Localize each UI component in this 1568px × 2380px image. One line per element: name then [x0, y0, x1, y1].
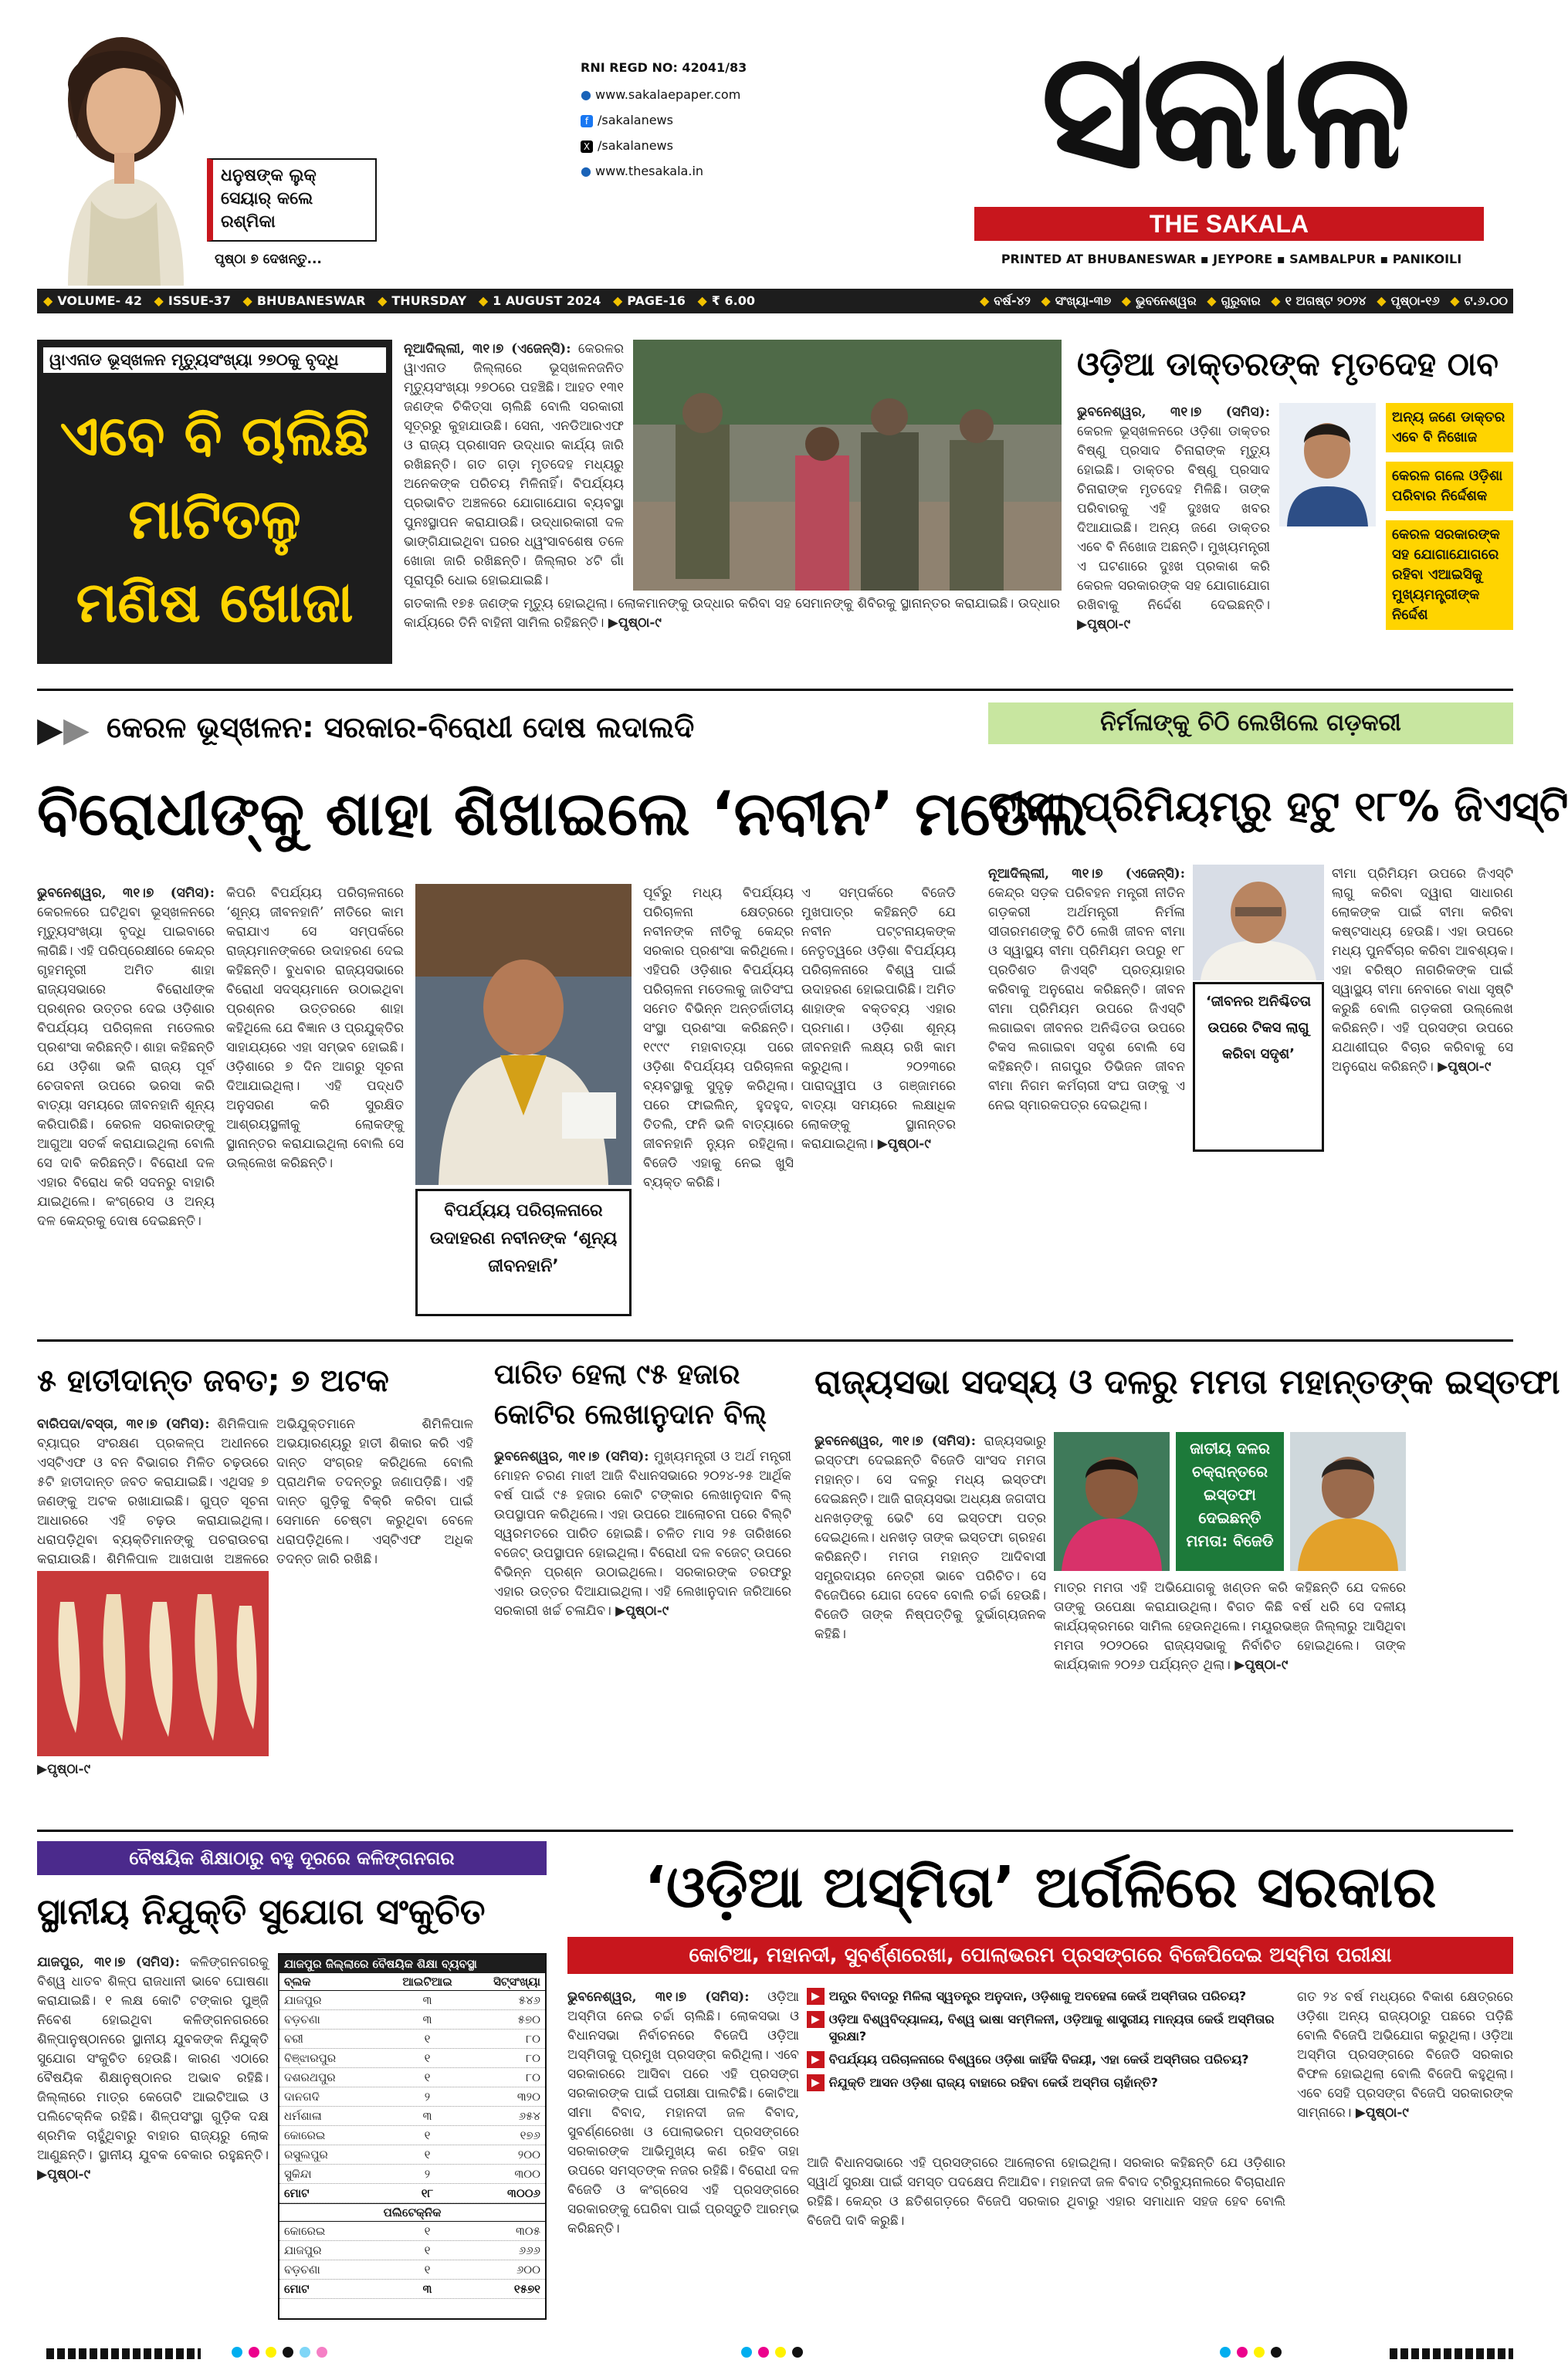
table-cell-seats: ୩୦୦ — [514, 2167, 540, 2181]
asmita-right: ଗତ ୨୪ ବର୍ଷ ମଧ୍ୟରେ ବିକାଶ କ୍ଷେତ୍ରରେ ଓଡ଼ିଶା ଅନ୍ୟ ରାଜ୍ୟଠାରୁ ପଛରେ ପଡ଼ିଛି ବୋଲି ବିଜେପି ଅଭିଯୋଗ କରୁଥିଲା। ଓଡ଼ିଆ ଅସ୍ମିତା ପ୍ରସଙ୍ଗରେ ବିଜେଡି ସରକାର ବିଫଳ ହୋଇଥିଲା ବୋଲି ବିଜେପି କହୁଥିଲା। ଏବେ ସେହି ପ୍ରସଙ୍ଗ ବିଜେପି ସରକାରଙ୍କ ସାମ୍ନାରେ। ▶ପୃଷ୍ଠା-୯ — [1297, 1989, 1513, 2121]
budget-body: ଭୁବନେଶ୍ୱର, ୩୧।୭ (ସମିସ): ମୁଖ୍ୟମନ୍ତ୍ରୀ ଓ ଅର୍ଥ ମନ୍ତ୍ରୀ ମୋହନ ଚରଣ ମାଝୀ ଆଜି ବିଧାନସଭାରେ ୨୦୨୪-୨୫ ଆର୍ଥିକ ବର୍ଷ ପାଇଁ ୯୫ ହଜାର କୋଟି ଟଙ୍କାର ଲେଖାନୁଦାନ ବିଲ୍ ଉପସ୍ଥାପନ କରିଥିଲେ। ଏହା ଉପରେ ଆଲୋଚନା ପରେ ବିଲ୍‌ଟି ସ୍ୱରମତରେ ପାରିତ ହୋଇଛି। ଚଳିତ ମାସ ୨୫ ତାରିଖରେ ବଜେଟ୍ ଉପସ୍ଥାପନ ହୋଇଥିଲା। ବିରୋଧୀ ଦଳ ବଜେଟ୍ ଉପରେ ବିଭିନ୍ନ ପ୍ରଶ୍ନ ଉଠାଇଥିଲେ। ସରକାରଙ୍କ ତରଫରୁ ଏହାର ଉତ୍ତର ଦିଆଯାଇଥିଲା। ଏହି ଲେଖାନୁଦାନ ଜରିଆରେ ସରକାରୀ ଖର୍ଚ୍ଚ ଚଳାଯିବ। ▶ପୃଷ୍ଠା-୯ — [494, 1449, 791, 1619]
story-kalinga[interactable] — [37, 1841, 547, 2320]
doctor-callout-1: ଅନ୍ୟ ଜଣେ ଡାକ୍ତର ଏବେ ବି ନିଖୋଜ — [1386, 403, 1513, 452]
table-row — [279, 2280, 545, 2299]
wayanad-body-bottom: ଗତକାଲି ୧୭୫ ଜଣଙ୍କ ମୃତ୍ୟୁ ହୋଇଥିଲା। ଲୋକମାନଙ୍କୁ ଉଦ୍ଧାର କରିବା ସହ ସେମାନଙ୍କୁ ଶିବିରକୁ ସ୍ଥାନାନ୍ତର କରାଯାଇଛି। ଉଦ୍ଧାର କାର୍ଯ୍ୟରେ ତିନି ବାହିନୀ ସାମିଲ ରହିଛନ୍ତି। ▶ପୃଷ୍ଠା-୯ — [404, 596, 1060, 631]
table-cell-block: ମୋଟ — [284, 2282, 310, 2296]
table-cell-count: ୧ — [424, 2070, 431, 2084]
doctor-callout-3: କେରଳ ସରକାରଙ୍କ ସହ ଯୋଗାଯୋଗରେ ରହିବା ଏଆଇସିକୁ ମୁଖ୍ୟମନ୍ତ୍ରୀଙ୍କ ନିର୍ଦ୍ଦେଶ — [1386, 520, 1513, 630]
logo-english: THE SAKALA — [1149, 210, 1309, 238]
table-row — [279, 2068, 545, 2087]
table-cell-count: ୧ — [424, 2051, 431, 2065]
shah-photo — [415, 884, 632, 1185]
city: ◆ BHUBANESWAR — [243, 293, 366, 308]
wayanad-body — [404, 340, 624, 591]
globe-icon: ● — [581, 87, 596, 102]
doctor-callout-2: କେରଳ ଗଲେ ଓଡ଼ିଶା ପରିବାର ନିର୍ଦ୍ଦେଶକ — [1386, 462, 1513, 511]
table-cell-seats: ୮୦ — [526, 2051, 540, 2065]
weekday: ◆ THURSDAY — [378, 293, 466, 308]
table-cell-seats: ୩୦୫ — [515, 2224, 540, 2238]
shah-portrait — [415, 884, 632, 1185]
doctor-dateline: ଭୁବନେଶ୍ୱର, ୩୧।୭ (ସମିସ): — [1077, 405, 1270, 420]
issue-odia: ◆ ସଂଖ୍ୟା-୩୭ — [1041, 293, 1111, 308]
table-cell-count: ୨ — [424, 2167, 431, 2181]
gadkari-portrait — [1193, 865, 1324, 980]
table-cell-block: ଦାନଗଦି — [284, 2090, 320, 2104]
wayanad-panel — [37, 340, 392, 664]
kalinga-kicker: ବୈଷୟିକ ଶିକ୍ଷାଠାରୁ ବହୁ ଦୂରରେ କଳିଙ୍ଗନଗର — [37, 1841, 547, 1875]
mamata-portrait — [1054, 1432, 1170, 1571]
table-row — [279, 2030, 545, 2049]
rni-number: RNI REGD NO: 42041/83 — [581, 60, 747, 75]
doctor-body: ଭୁବନେଶ୍ୱର, ୩୧।୭ (ସମିସ): କେରଳ ଭୂସ୍ଖଳନରେ ଓଡ଼ିଶା ଡାକ୍ତର ବିଷ୍ଣୁ ପ୍ରସାଦ ଚିନାରାଙ୍କ ମୃତ୍ୟୁ ହୋଇଛି। ଡାକ୍ତର ବିଷ୍ଣୁ ପ୍ରସାଦ ଚିନାରାଙ୍କ ମୃତଦେହ ମିଳିଛି। ତାଙ୍କ ପରିବାରକୁ ଏହି ଦୁଃଖଦ ଖବର ଦିଆଯାଇଛି। ଅନ୍ୟ ଜଣେ ଡାକ୍ତର ଏବେ ବି ନିଖୋଜ ଅଛନ୍ତି। ମୁଖ୍ୟମନ୍ତ୍ରୀ ଏ ଘଟଣାରେ ଦୁଃଖ ପ୍ରକାଶ କରି କେରଳ ସରକାରଙ୍କ ସହ ଯୋଗାଯୋଗ ରଖିବାକୁ ନିର୍ଦ୍ଦେଶ ଦେଇଛନ୍ତି। ▶ପୃଷ୍ଠା-୯ — [1077, 405, 1270, 632]
gadkari-continued[interactable]: ▶ପୃଷ୍ଠା-୯ — [1438, 1059, 1492, 1075]
kalinga-table — [278, 1953, 547, 2320]
ivory-dateline: ବାରିପଦା/ବସ୍ତା, ୩୧।୭ (ସମିସ): — [37, 1417, 210, 1432]
gadkari-photo — [1193, 865, 1324, 980]
wayanad-dateline: ନୂଆଦିଲ୍ଲୀ, ୩୧।୭ (ଏଜେନ୍ସି): — [404, 341, 571, 357]
table-row — [279, 2010, 545, 2030]
table-row — [279, 2165, 545, 2184]
weekday-odia: ◆ ଗୁରୁବାର — [1207, 293, 1260, 308]
table-cell-seats: ୫୭୦ — [517, 2013, 540, 2026]
doctor-headline: ଓଡ଼ିଆ ଡାକ୍ତରଙ୍କ ମୃତଦେହ ଠାବ — [1077, 345, 1499, 383]
table-cell-count: ୨ — [424, 2090, 431, 2104]
price: ◆ ₹ 6.00 — [697, 293, 755, 308]
mamata-photo-2 — [1290, 1432, 1406, 1571]
table-cell-count: ୩ — [422, 1993, 432, 2007]
asmita-continued[interactable]: ▶ପୃଷ୍ଠା-୯ — [1355, 2105, 1409, 2121]
table-cell-count: ୧ — [424, 2243, 431, 2257]
arrow-icon: ▶ — [807, 1988, 825, 2005]
wayanad-headline: ଏବେ ବି ଚାଲିଛି ମାଟିତଳୁ ମଣିଷ ଖୋଜା — [59, 403, 370, 635]
mamata-headline: ରାଜ୍ୟସଭା ସଦସ୍ୟ ଓ ଦଳରୁ ମମତା ମହାନ୍ତଙ୍କ ଇସ୍ତଫା — [814, 1363, 1560, 1402]
dateline-right — [809, 289, 1508, 313]
ivory-photo — [37, 1571, 269, 1756]
table-cell-block: କୋରେଇ — [284, 2128, 326, 2142]
mamata-body: ଭୁବନେଶ୍ୱର, ୩୧।୭ (ସମିସ): ରାଜ୍ୟସଭାରୁ ଇସ୍ତଫା ଦେଇଛନ୍ତି ବିଜେଡି ସାଂସଦ ମମତା ମହାନ୍ତ। ସେ ଦଳରୁ ମଧ୍ୟ ଇସ୍ତଫା ଦେଇଛନ୍ତି। ଆଜି ରାଜ୍ୟସଭା ଅଧ୍ୟକ୍ଷ ଜଗଦୀପ ଧନଖଡ଼ଙ୍କୁ ଭେଟି ସେ ଇସ୍ତଫା ପତ୍ର ଦେଇଥିଲେ। ଧନଖଡ଼ ତାଙ୍କ ଇସ୍ତଫା ଗ୍ରହଣ କରିଛନ୍ତି। ମମତା ମହାନ୍ତ ଆଦିବାସୀ ସମ୍ପ୍ରଦାୟର ନେତ୍ରୀ ଭାବେ ପରିଚିତ। ସେ ବିଜେପିରେ ଯୋଗ ଦେବେ ବୋଲି ଚର୍ଚ୍ଚା ହେଉଛି। ବିଜେଡି ତାଙ୍କ ନିଷ୍ପତ୍ତିକୁ ଦୁର୍ଭାଗ୍ୟଜନକ କହିଛି। — [814, 1434, 1046, 1642]
dateline-bar — [37, 289, 1513, 313]
table-row — [279, 2184, 545, 2203]
triangle-icon: ▶ — [37, 710, 63, 750]
gray-scale-strip-right — [1390, 2348, 1513, 2359]
table-row — [279, 2260, 545, 2280]
ivory-continued[interactable]: ▶ପୃଷ୍ଠା-୯ — [37, 1762, 91, 1777]
shah-continued[interactable]: ▶ପୃଷ୍ଠା-୯ — [877, 1136, 931, 1152]
mamata-dateline: ଭୁବନେଶ୍ୱର, ୩୧।୭ (ସମିସ): — [814, 1434, 976, 1449]
question-4: ▶ ନିଯୁକ୍ତି ଆସନ ଓଡ଼ିଶା ରାଜ୍ୟ ବାହାରେ ରହିବା କେଉଁ ଅସ୍ମିତା ଚାହାଁନ୍ତି? — [807, 2074, 1285, 2091]
shah-col1: ଭୁବନେଶ୍ୱର, ୩୧।୭ (ସମିସ): କେରଳରେ ଘଟିଥିବା ଭୂସ୍ଖଳନରେ ମୃତ୍ୟୁସଂଖ୍ୟା ବୃଦ୍ଧି ପାଇବାରେ ଲାଗିଛି। ଏହି ପରିପ୍ରେକ୍ଷୀରେ କେନ୍ଦ୍ର ଗୃହମନ୍ତ୍ରୀ ଅମିତ ଶାହା ରାଜ୍ୟସଭାରେ ବିରୋଧୀଙ୍କ ପ୍ରଶ୍ନର ଉତ୍ତର ଦେଇ ଓଡ଼ିଶାର ବିପର୍ଯ୍ୟୟ ପରିଚାଳନା ମଡେଲର ପ୍ରଶଂସା କରିଛନ୍ତି। ଶାହା କହିଛନ୍ତି ଯେ ଓଡ଼ିଶା ଭଳି ରାଜ୍ୟ ପୂର୍ବ ଚେତାବନୀ ଉପରେ ଭରସା କରି ବାତ୍ୟା ସମୟରେ ଜୀବନହାନି ଶୂନ୍ୟ କରିପାରିଛି। କେରଳ ସରକାରଙ୍କୁ ଆଗୁଆ ସତର୍କ କରାଯାଇଥିଲା ବୋଲି ସେ ଦାବି କରିଛନ୍ତି। ବିରୋଧୀ ଦଳ ଏହାର ବିରୋଧ କରି ସଦନରୁ ବାହାରି ଯାଇଥିଲେ। କଂଗ୍ରେସ ଓ ଅନ୍ୟ ଦଳ କେନ୍ଦ୍ରକୁ ଦୋଷ ଦେଇଛନ୍ତି। — [37, 885, 215, 1229]
wayanad-text: କେରଳର ୱାଏନାଡ ଜିଲ୍ଲାରେ ଭୂସ୍ଖଳନଜନିତ ମୃତ୍ୟୁସଂଖ୍ୟା ୨୭୦ରେ ପହଞ୍ଚିଛି। ଆହତ ୧୩୧ ଜଣଙ୍କ ଚିକିତ୍ସା ଚାଲିଛି ବୋଲି ସରକାରୀ ସୂତ୍ରରୁ କୁହାଯାଉଛି। ସେନା, ଏନଡିଆରଏଫ ଓ ରାଜ୍ୟ ପ୍ରଶାସନ ଉଦ୍ଧାର କାର୍ଯ୍ୟ ଜାରି ରଖିଛନ୍ତି। ଗତ ଗଡ଼ା ମୃତଦେହ ମଧ୍ୟରୁ ଅନେକଙ୍କ ପରିଚୟ ମିଳିନାହିଁ। ବିପର୍ଯ୍ୟୟ ପ୍ରଭାବିତ ଅଞ୍ଚଳରେ ଯୋଗାଯୋଗ ବ୍ୟବସ୍ଥା ପୁନଃସ୍ଥାପନ କରାଯାଉଛି। ଉଦ୍ଧାରକାରୀ ଦଳ ଭାଙ୍ଗିଯାଇଥିବା ଘରର ଧ୍ୱଂସାବଶେଷ ତଳେ ଖୋଜା ଜାରି ରଖିଛନ୍ତି। ଜିଲ୍ଲାର ୪ଟି ଗାଁ ପୂରାପୂରି ଧୋଇ ହୋଇଯାଇଛି। — [404, 341, 624, 588]
logo-english-bar — [974, 207, 1484, 241]
table-row — [279, 2222, 545, 2241]
table-title: ଯାଜପୁର ଜିଲ୍ଲାରେ ବୈଷୟିକ ଶିକ୍ଷା ବ୍ୟବସ୍ଥା — [279, 1955, 545, 1973]
table-row — [279, 2087, 545, 2107]
table-cell-block: ବଡ଼ଚଣା — [284, 2013, 320, 2026]
shah-kicker: ▶ ▶ କେରଳ ଭୂସ୍ଖଳନ: ସରକାର-ବିରୋଧୀ ଦୋଷ ଲଦାଲଦି — [37, 710, 695, 750]
table-cell-block: କୋରେଇ — [284, 2224, 326, 2238]
table-cell-count: ୩ — [422, 2282, 432, 2296]
contact-block — [581, 60, 804, 178]
table-cell-block: ରସୁଲପୁର — [284, 2148, 328, 2162]
story-wayanad[interactable] — [37, 340, 1060, 664]
rescue-photo — [633, 340, 1062, 591]
divider — [37, 689, 1513, 691]
gadkari-dateline: ନୂଆଦିଲ୍ଲୀ, ୩୧।୭ (ଏଜେନ୍ସି): — [988, 866, 1185, 882]
tusks-photo — [37, 1571, 269, 1756]
date-odia: ◆ ୧ ଅଗଷ୍ଟ ୨୦୨୪ — [1271, 293, 1366, 308]
story-ivory[interactable] — [37, 1355, 473, 1810]
table-cell-seats: ୬୦୦ — [516, 2263, 540, 2277]
link-epaper[interactable]: ● www.sakalaepaper.com — [581, 87, 741, 102]
arrow-icon: ▶ — [807, 2011, 825, 2028]
table-row — [279, 1991, 545, 2010]
asmita-headline: ‘ଓଡ଼ିଆ ଅସ୍ମିତା’ ଅର୍ଗଳିରେ ସରକାର — [644, 1854, 1437, 1921]
date: ◆ 1 AUGUST 2024 — [479, 293, 601, 308]
table-cell-count: ୧୮ — [421, 2186, 434, 2200]
table-cell-count: ୩ — [422, 2109, 432, 2123]
table-cell-seats: ୩୨୦ — [516, 2090, 540, 2104]
story-asmita[interactable] — [567, 1841, 1513, 2320]
color-dots-left — [232, 2347, 432, 2361]
asmita-questions — [807, 1988, 1285, 2150]
table-row — [279, 2126, 545, 2145]
city-odia: ◆ ଭୁବନେଶ୍ୱର — [1122, 293, 1197, 308]
divider — [37, 1830, 1513, 1832]
gadkari-kicker: ନିର୍ମଳାଙ୍କୁ ଚିଠି ଲେଖିଲେ ଗଡ଼କରୀ — [988, 702, 1513, 744]
color-dots-center — [741, 2347, 896, 2361]
table-cell-count: ୧ — [424, 2148, 431, 2162]
wayanad-photo — [633, 340, 1062, 591]
page-number: ◆ PAGE-16 — [613, 293, 686, 308]
table-cell-count: ୧ — [424, 2032, 431, 2046]
portrait-image — [37, 23, 222, 286]
table-cell-block: ବିଞ୍ଝାରପୁର — [284, 2051, 337, 2065]
ivory-headline: ୫ ହାତୀଦାନ୍ତ ଜବତ; ୭ ଅଟକ — [37, 1363, 389, 1399]
table-cell-count: ୩ — [422, 2013, 432, 2026]
table-cell-seats: ୮୦ — [526, 2070, 540, 2084]
gadkari-headline: ବୀମା ପ୍ରିମିୟମ୍‌ରୁ ହଟୁ ୧୮% ଜିଏସ୍‌ଟି — [988, 782, 1568, 831]
dateline-left — [43, 289, 792, 313]
kalinga-body: ଯାଜପୁର, ୩୧।୭ (ସମିସ): କଳିଙ୍ଗନଗରକୁ ବିଶ୍ୱ ଧାତବ ଶିଳ୍ପ ରାଜଧାନୀ ଭାବେ ଘୋଷଣା କରାଯାଇଛି। ୧ ଲକ୍ଷ କୋଟି ଟଙ୍କାର ପୁଞ୍ଜି ନିବେଶ ହୋଇଥିବା କଳିଙ୍ଗନଗରରେ ଶିଳ୍ପାନୁଷ୍ଠାନରେ ସ୍ଥାନୀୟ ଯୁବକଙ୍କ ନିଯୁକ୍ତି ସୁଯୋଗ ସଂକୁଚିତ ହେଉଛି। କାରଣ ଏଠାରେ ବୈଷୟିକ ଶିକ୍ଷାନୁଷ୍ଠାନର ଅଭାବ ରହିଛି। ଜିଲ୍ଲାରେ ମାତ୍ର କେତୋଟି ଆଇଟିଆଇ ଓ ପଲିଟେକ୍ନିକ ରହିଛି। ଶିଳ୍ପସଂସ୍ଥା ଗୁଡ଼ିକ ଦକ୍ଷ ଶ୍ରମିକ ଚାହୁଁଥିବାରୁ ବାହାର ରାଜ୍ୟରୁ ଲୋକ ଆଣୁଛନ୍ତି। ସ୍ଥାନୀୟ ଯୁବକ ବେକାର ରହୁଛନ୍ତି। ▶ପୃଷ୍ଠା-୯ — [37, 1955, 269, 2182]
table-cell-block: ଦଶରଥପୁର — [284, 2070, 336, 2084]
question-1: ▶ ଅନ୍ଧ୍ର ବିବାଦରୁ ମିଳିଲା ସ୍ୱତନ୍ତ୍ର ଅନୁଦାନ, ଓଡ଼ିଶାକୁ ଅବହେଳା କେଉଁ ଅସ୍ମିତାର ପରିଚୟ? — [807, 1988, 1285, 2005]
story-mamata[interactable] — [814, 1355, 1560, 1810]
question-3: ▶ ବିପର୍ଯ୍ୟୟ ପରିଚାଳନାରେ ବିଶ୍ୱରେ ଓଡ଼ିଶା କାହିଁକି ବିଜୟୀ, ଏହା କେଉଁ ଅସ୍ମିତାର ପରିଚୟ? — [807, 2051, 1285, 2068]
mamata-continued[interactable]: ▶ପୃଷ୍ଠା-୯ — [1234, 1657, 1289, 1673]
asmita-mid: ଆଜି ବିଧାନସଭାରେ ଏହି ପ୍ରସଙ୍ଗରେ ଆଲୋଚନା ହୋଇଥିଲା। ସରକାର କହିଛନ୍ତି ଯେ ଓଡ଼ିଶାର ସ୍ୱାର୍ଥ ସୁରକ୍ଷା ପାଇଁ ସମସ୍ତ ପଦକ୍ଷେପ ନିଆଯିବ। ମହାନଦୀ ଜଳ ବିବାଦ ଟ୍ରିବ୍ୟୁନାଲରେ ବିଚାରାଧୀନ ରହିଛି। କେନ୍ଦ୍ର ଓ ଛତିଶଗଡ଼ରେ ବିଜେପି ସରକାର ଥିବାରୁ ଏହାର ସମାଧାନ ସହଜ ହେବ ବୋଲି ବିଜେପି ଦାବି କରୁଛି। — [807, 2155, 1285, 2229]
table-subheader: ପଲିଟେକ୍ନିକ — [279, 2203, 545, 2222]
asmita-subhead: କୋଟିଆ, ମହାନଦୀ, ସୁବର୍ଣ୍ଣରେଖା, ପୋଲାଭରମ ପ୍ରସଙ୍ଗରେ ବିଜେପିଦେଇ ଅସ୍ମିତା ପରୀକ୍ଷା — [567, 1937, 1513, 1974]
table-cell-block: ବରୀ — [284, 2032, 303, 2046]
gadkari-photo-caption: ‘ଜୀବନର ଅନିଶ୍ଚିତତା ଉପରେ ଟିକସ ଲାଗୁ କରିବା ସଦୃଶ’ — [1193, 982, 1324, 1152]
doctor-continued[interactable]: ▶ପୃଷ୍ଠା-୯ — [1077, 617, 1131, 632]
table-row — [279, 2145, 545, 2165]
asmita-body: ଭୁବନେଶ୍ୱର, ୩୧।୭ (ସମିସ): ଓଡ଼ିଆ ଅସ୍ମିତା ନେଇ ଚର୍ଚ୍ଚା ଚାଲିଛି। ଲୋକସଭା ଓ ବିଧାନସଭା ନିର୍ବାଚନରେ ବିଜେପି ଓଡ଼ିଆ ଅସ୍ମିତାକୁ ପ୍ରମୁଖ ପ୍ରସଙ୍ଗ କରିଥିଲା। ଏବେ ସରକାରରେ ଆସିବା ପରେ ଏହି ପ୍ରସଙ୍ଗ ସରକାରଙ୍କ ପାଇଁ ପରୀକ୍ଷା ପାଲଟିଛି। କୋଟିଆ ସୀମା ବିବାଦ, ମହାନଦୀ ଜଳ ବିବାଦ, ସୁବର୍ଣ୍ଣରେଖା ଓ ପୋଲାଭରମ ପ୍ରସଙ୍ଗରେ ସରକାରଙ୍କ ଆଭିମୁଖ୍ୟ କଣ ରହିବ ତାହା ଉପରେ ସମସ୍ତଙ୍କ ନଜର ରହିଛି। ବିରୋଧୀ ଦଳ ବିଜେଡି ଓ କଂଗ୍ରେସ ଏହି ପ୍ରସଙ୍ଗରେ ସରକାରଙ୍କୁ ଘେରିବା ପାଇଁ ପ୍ରସ୍ତୁତି ଆରମ୍ଭ କରିଛନ୍ତି। — [567, 1989, 799, 2236]
story-gadkari[interactable] — [988, 702, 1568, 1320]
arrow-icon: ▶ — [807, 2051, 825, 2068]
wayanad-continued[interactable]: ▶ପୃଷ୍ଠା-୯ — [608, 615, 662, 631]
asmita-dateline: ଭୁବନେଶ୍ୱର, ୩୧।୭ (ସମିସ): — [567, 1989, 750, 2005]
gadkari-col1: ନୂଆଦିଲ୍ଲୀ, ୩୧।୭ (ଏଜେନ୍ସି): କେନ୍ଦ୍ର ସଡ଼କ ପରିବହନ ମନ୍ତ୍ରୀ ନୀତିନ ଗଡ଼କରୀ ଅର୍ଥମନ୍ତ୍ରୀ ନିର୍ମଳା ସୀତାରମଣଙ୍କୁ ଚିଠି ଲେଖି ଜୀବନ ବୀମା ଓ ସ୍ୱାସ୍ଥ୍ୟ ବୀମା ପ୍ରିମିୟମ ଉପରୁ ୧୮ ପ୍ରତିଶତ ଜିଏସ୍‌ଟି ପ୍ରତ୍ୟାହାର କରିବାକୁ ଅନୁରୋଧ କରିଛନ୍ତି। ଜୀବନ ବୀମା ପ୍ରିମିୟମ ଉପରେ ଜିଏସ୍‌ଟି ଲଗାଇବା ଜୀବନର ଅନିଶ୍ଚିତତା ଉପରେ ଟିକସ ଲଗାଇବା ସଦୃଶ ବୋଲି ସେ କହିଛନ୍ତି। ନାଗପୁର ଡିଭିଜନ ଜୀବନ ବୀମା ନିଗମ କର୍ମଚାରୀ ସଂଘ ତାଙ୍କୁ ଏ ନେଇ ସ୍ମାରକପତ୍ର ଦେଇଥିଲା। — [988, 866, 1185, 1113]
color-dots-right — [1220, 2347, 1374, 2361]
table-cell-seats: ୬୫୪ — [518, 2109, 540, 2123]
facebook-icon: f — [581, 115, 593, 127]
table-row — [279, 2107, 545, 2126]
table-cell-seats: ୬୬୬ — [518, 2243, 540, 2257]
logo-odia[interactable]: ସକାଳ — [1041, 15, 1407, 205]
table-cell-block: ଧର୍ମଶାଳା — [284, 2109, 322, 2123]
table-cell-seats: ୮୦ — [526, 2032, 540, 2046]
printed-at: PRINTED AT BHUBANESWAR ▪ JEYPORE ▪ SAMBALPUR ▪ PANIKOILI — [1001, 252, 1462, 266]
budget-headline: ପାରିତ ହେଲା ୯୫ ହଜାର କୋଟିର ଲେଖାନୁଦାନ ବିଲ୍ — [494, 1359, 767, 1430]
kalinga-dateline: ଯାଜପୁର, ୩୧।୭ (ସମିସ): — [37, 1955, 181, 1970]
table-cell-block: ଯାଜପୁର — [284, 1993, 322, 2007]
price-odia: ◆ ଟ.୬.୦୦ — [1450, 293, 1508, 308]
mamata-side: ମାତ୍ର ମମତା ଏହି ଅଭିଯୋଗକୁ ଖଣ୍ଡନ କରି କହିଛନ୍ତି ଯେ ଦଳରେ ତାଙ୍କୁ ଉପେକ୍ଷା କରାଯାଉଥିଲା। ବିଗତ କିଛି ବର୍ଷ ଧରି ସେ ଦଳୀୟ କାର୍ଯ୍ୟକ୍ରମରେ ସାମିଲ ହେଉନଥିଲେ। ମୟୂରଭଞ୍ଜ ଜିଲ୍ଲାରୁ ଆସିଥିବା ମମତା ୨୦୨୦ରେ ରାଜ୍ୟସଭାକୁ ନିର୍ବାଚିତ ହୋଇଥିଲେ। ତାଙ୍କ କାର୍ଯ୍ୟକାଳ ୨୦୨୬ ପର୍ଯ୍ୟନ୍ତ ଥିଲା। ▶ପୃଷ୍ଠା-୯ — [1054, 1580, 1406, 1673]
table-header: ବ୍ଲକ ଆଇଟିଆଇ ସିଟ୍‌ସଂଖ୍ୟା — [279, 1973, 545, 1991]
issue: ◆ ISSUE-37 — [154, 293, 231, 308]
table-cell-count: ୧ — [424, 2224, 431, 2238]
story-budget[interactable] — [494, 1355, 791, 1810]
gadkari-col2: ବୀମା ପ୍ରିମିୟମ ଉପରେ ଜିଏସ୍‌ଟି ଲାଗୁ କରିବା ଦ୍ୱାରା ସାଧାରଣ ଲୋକଙ୍କ ପାଇଁ ବୀମା କରିବା କଷ୍ଟସାଧ୍ୟ ହେଉଛି। ଏହା ଉପରେ ମଧ୍ୟ ପୁନର୍ବିଚାର କରିବା ଆବଶ୍ୟକ। ଏହା ବରିଷ୍ଠ ନାଗରିକଙ୍କ ପାଇଁ ସ୍ୱାସ୍ଥ୍ୟ ବୀମା ନେବାରେ ବାଧା ସୃଷ୍ଟି କରୁଛି ବୋଲି ଗଡ଼କରୀ ଉଲ୍ଲେଖ କରିଛନ୍ତି। ଏହି ପ୍ରସଙ୍ଗ ଉପରେ ଯଥାଶୀଘ୍ର ବିଚାର କରିବାକୁ ସେ ଅନୁରୋଧ କରିଛନ୍ତି। ▶ପୃଷ୍ଠା-୯ — [1332, 866, 1513, 1075]
promo-caption-box[interactable] — [207, 158, 377, 242]
shah-photo-caption: ବିପର୍ଯ୍ୟୟ ପରିଚାଳନାରେ ଉଦାହରଣ ନବୀନଙ୍କ ‘ଶୂନ୍ୟ ଜୀବନହାନି’ — [415, 1189, 632, 1316]
masthead — [0, 0, 1550, 289]
volume: ◆ VOLUME- 42 — [43, 293, 142, 308]
link-x[interactable]: X /sakalanews — [581, 138, 804, 153]
divider — [37, 1339, 1513, 1342]
ivory-bottom — [37, 1760, 473, 1810]
shah-col3: ପୂର୍ବରୁ ମଧ୍ୟ ବିପର୍ଯ୍ୟୟ ପରିଚାଳନା କ୍ଷେତ୍ରରେ ନବୀନଙ୍କ ନୀତିକୁ କେନ୍ଦ୍ର ସରକାର ପ୍ରଶଂସା କରିଥିଲେ। ଏହିପରି ଓଡ଼ିଶାର ବିପର୍ଯ୍ୟୟ ପରିଚାଳନା ମଡେଲକୁ ଜାତିସଂଘ ସମେତ ବିଭିନ୍ନ ଅନ୍ତର୍ଜାତୀୟ ସଂସ୍ଥା ପ୍ରଶଂସା କରିଛନ୍ତି। ୧୯୯୯ ମହାବାତ୍ୟା ପରେ ଓଡ଼ିଶା ବିପର୍ଯ୍ୟୟ ପରିଚାଳନା ବ୍ୟବସ୍ଥାକୁ ସୁଦୃଢ଼ କରିଥିଲା। ପରେ ଫାଇଲିନ୍, ହୁଦହୁଦ, ତିତଲି, ଫନି ଭଳି ବାତ୍ୟାରେ ଜୀବନହାନି ନ୍ୟୁନ ରହିଥିଲା। ବିଜେଡି ଏହାକୁ ନେଇ ଖୁସି ବ୍ୟକ୍ତ କରିଛି। — [643, 885, 794, 1190]
mamata-photo-1 — [1054, 1432, 1170, 1571]
shah-col4: ଏ ସମ୍ପର୍କରେ ବିଜେଡି ମୁଖପାତ୍ର କହିଛନ୍ତି ଯେ ନବୀନ ପଟ୍ଟନାୟକଙ୍କ ନେତୃତ୍ୱରେ ଓଡ଼ିଶା ବିପର୍ଯ୍ୟୟ ପରିଚାଳନାରେ ବିଶ୍ୱ ପାଇଁ ଉଦାହରଣ ହୋଇପାରିଛି। ଅମିତ ଶାହାଙ୍କ ବକ୍ତବ୍ୟ ଏହାର ପ୍ରମାଣ। ଓଡ଼ିଶା ଶୂନ୍ୟ ଜୀବନହାନି ଲକ୍ଷ୍ୟ ରଖି କାମ କରୁଥିଲା। ୨୦୨୩ରେ ପାରାଦ୍ୱୀପ ଓ ଗଞ୍ଜାମରେ ବାତ୍ୟା ସମୟରେ ଲକ୍ଷାଧିକ ଲୋକଙ୍କୁ ସ୍ଥାନାନ୍ତର କରାଯାଇଥିଲା। ▶ପୃଷ୍ଠା-୯ — [801, 885, 956, 1152]
question-2: ▶ ଓଡ଼ିଆ ବିଶ୍ୱବିଦ୍ୟାଳୟ, ବିଶ୍ୱ ଭାଷା ସମ୍ମିଳନୀ, ଓଡ଼ିଆକୁ ଶାସ୍ତ୍ରୀୟ ମାନ୍ୟତା କେଉଁ ଅସ୍ମିତାର ସୁରକ୍ଷା? — [807, 2011, 1285, 2045]
table-row — [279, 2241, 545, 2260]
budget-continued[interactable]: ▶ପୃଷ୍ଠା-୯ — [615, 1603, 669, 1619]
story-doctor[interactable] — [1077, 340, 1513, 664]
page-odia: ◆ ପୃଷ୍ଠା-୧୬ — [1377, 293, 1439, 308]
table-cell-count: ୧ — [424, 2128, 431, 2142]
table-row — [279, 2049, 545, 2068]
table-cell-block: ବଡ଼ଚଣା — [284, 2263, 320, 2277]
link-website[interactable]: ● www.thesakala.in — [581, 164, 704, 178]
doctor-portrait — [1279, 403, 1376, 526]
promo-caption: ଧନୁଷଙ୍କ ଲୁକ୍ ସେୟାର୍ କଲେ ରଶ୍ମିକା — [221, 166, 317, 232]
doctor-callouts — [1386, 403, 1513, 630]
x-icon: X — [581, 140, 593, 153]
mamata-portrait-2 — [1290, 1432, 1406, 1571]
shah-headline: ବିରୋଧୀଙ୍କୁ ଶାହା ଶିଖାଇଲେ ‘ନବୀନ’ ମଡେଲ — [37, 780, 1088, 849]
print-marks — [0, 2339, 1550, 2370]
ivory-side: ଅଭିଯୁକ୍ତମାନେ ଶିମିଳିପାଳ ଅଭୟାରଣ୍ୟରୁ ହାତୀ ଶିକାର କରି ଏହି ଦାନ୍ତ ସଂଗ୍ରହ କରିଥିଲେ ବୋଲି ପ୍ରାଥମିକ ତଦନ୍ତରୁ ଜଣାପଡ଼ିଛି। ଏହି ଦାନ୍ତ ଗୁଡ଼ିକୁ ବିକ୍ରି କରିବା ପାଇଁ ସେମାନେ ଚେଷ୍ଟା କରୁଥିବା ବେଳେ ଧରାପଡ଼ିଥିଲେ। ଏସ୍‌ଟିଏଫ ଅଧିକ ତଦନ୍ତ ଜାରି ରଖିଛି। — [276, 1417, 473, 1567]
volume-odia: ◆ ବର୍ଷ-୪୨ — [980, 293, 1031, 308]
promo-portrait[interactable] — [37, 23, 222, 286]
table-cell-seats: ୧୭୬ — [520, 2128, 540, 2142]
promo-page-ref[interactable]: ପୃଷ୍ଠା ୭ ଦେଖନ୍ତୁ... — [215, 252, 322, 267]
table-cell-seats: ୫୪୬ — [518, 1993, 540, 2007]
table-cell-block: ମୋଟ — [284, 2186, 310, 2200]
table-body — [279, 1991, 545, 2203]
table-cell-seats: ୧୫୭୧ — [513, 2282, 540, 2296]
doctor-photo — [1279, 403, 1376, 526]
budget-dateline: ଭୁବନେଶ୍ୱର, ୩୧।୭ (ସମିସ): — [494, 1449, 649, 1464]
arrow-icon: ▶ — [807, 2074, 825, 2091]
table-cell-seats: ୨୦୦ — [517, 2148, 540, 2162]
wayanad-kicker: ୱାଏନାଡ ଭୂସ୍ଖଳନ ମୃତ୍ୟୁସଂଖ୍ୟା ୨୭୦କୁ ବୃଦ୍ଧି — [43, 347, 386, 373]
triangle-icon: ▶ — [63, 710, 90, 750]
shah-col2: କିପରି ବିପର୍ଯ୍ୟୟ ପରିଚାଳନାରେ ‘ଶୂନ୍ୟ ଜୀବନହାନି’ ନୀତିରେ କାମ କରାଯାଏ ସେ ସମ୍ପର୍କରେ ରାଜ୍ୟମାନଙ୍କରେ ଉଦାହରଣ ଦେଇ କହିଛନ୍ତି। ବୁଧବାର ରାଜ୍ୟସଭାରେ ବିରୋଧୀ ସଦସ୍ୟମାନେ ଉଠାଇଥିବା ପ୍ରଶ୍ନର ଉତ୍ତରରେ ଶାହା କହିଥିଲେ ଯେ ବିଜ୍ଞାନ ଓ ପ୍ରଯୁକ୍ତିର ସାହାଯ୍ୟରେ ଏହା ସମ୍ଭବ ହୋଇଛି। ଓଡ଼ିଶାରେ ୭ ଦିନ ଆଗରୁ ସୂଚନା ଦିଆଯାଇଥିଲା। ଏହି ପଦ୍ଧତି ଅନୁସରଣ କରି ସୁରକ୍ଷିତ ଆଶ୍ରୟସ୍ଥଳୀକୁ ଲୋକଙ୍କୁ ସ୍ଥାନାନ୍ତର କରାଯାଇଥିଲା ବୋଲି ସେ ଉଲ୍ଲେଖ କରିଛନ୍ତି। — [226, 885, 404, 1171]
globe-icon: ● — [581, 164, 596, 178]
gray-scale-strip — [46, 2348, 201, 2359]
link-facebook[interactable]: f /sakalanews — [581, 113, 804, 127]
kalinga-headline: ସ୍ଥାନୀୟ ନିଯୁକ୍ତି ସୁଯୋଗ ସଂକୁଚିତ — [37, 1891, 486, 1932]
mamata-callout: ଜାତୀୟ ଦଳର ଚକ୍ରାନ୍ତରେ ଇସ୍ତଫା ଦେଇଛନ୍ତି ମମତା: ବିଜେଡି — [1176, 1432, 1284, 1571]
table-cell-count: ୧ — [424, 2263, 431, 2277]
table-body-2 — [279, 2222, 545, 2299]
table-cell-seats: ୩୦୦୬ — [507, 2186, 540, 2200]
table-cell-block: ଯାଜପୁର — [284, 2243, 322, 2257]
ivory-body: ବାରିପଦା/ବସ୍ତା, ୩୧।୭ (ସମିସ): ଶିମିଳିପାଳ ବ୍ୟାଘ୍ର ସଂରକ୍ଷଣ ପ୍ରକଳ୍ପ ଅଧୀନରେ ଏସ୍‌ଟିଏଫ ଓ ବନ ବିଭାଗର ମିଳିତ ଚଢ଼ଉରେ ୫ଟି ହାତୀଦାନ୍ତ ଜବତ କରାଯାଇଛି। ଏଥିସହ ୭ ଜଣଙ୍କୁ ଅଟକ ରଖାଯାଇଛି। ଗୁପ୍ତ ସୂଚନା ଆଧାରରେ ଏହି ଚଢ଼ଉ କରାଯାଇଥିଲା। ଧରାପଡ଼ିଥିବା ବ୍ୟକ୍ତିମାନଙ୍କୁ ପଚରାଉଚରା କରାଯାଉଛି। ଶିମିଳିପାଳ ଆଖପାଖ ଅଞ୍ଚଳରେ — [37, 1417, 269, 1567]
kalinga-continued[interactable]: ▶ପୃଷ୍ଠା-୯ — [37, 2167, 91, 2182]
table-cell-block: ସୁକିନ୍ଦା — [284, 2167, 312, 2181]
shah-dateline: ଭୁବନେଶ୍ୱର, ୩୧।୭ (ସମିସ): — [37, 885, 215, 901]
